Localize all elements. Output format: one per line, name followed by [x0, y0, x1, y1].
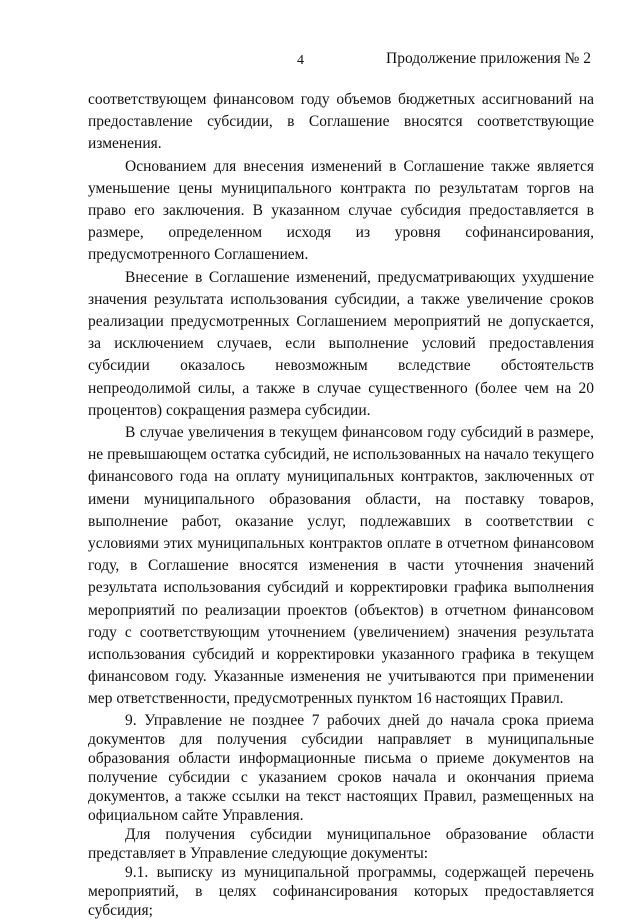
document-body [88, 89, 594, 920]
paragraph-contract-price: Основанием для внесения изменений в Соглашение также является уменьшение цены муниципального контракта по результатам торгов на право его заключения. В указанном случае субсидия предоставляется в размере, определенном исходя из уровня софинансирования, предусмотренного Соглашением. [88, 157, 594, 264]
paragraph-continuation: соответствующем финансовом году объемов бюджетных ассигнований на предоставление субсидии, в Соглашение вносятся соответствующие изменения. [88, 91, 594, 153]
paragraph-item-9-1: 9.1. выписку из муниципальной программы, содержащей перечень мероприятий, в целях софинансирования которых предоставляется субсидия; [88, 863, 594, 919]
appendix-header: Продолжение приложения № 2 [386, 50, 591, 67]
paragraph-documents-intro: Для получения субсидии муниципальное образование области представляет в Управление следующие документы: [88, 825, 594, 862]
paragraph-item-9: 9. Управление не позднее 7 рабочих дней до начала срока приема документов для получения субсидии направляет в муниципальные образования области информационные письма о приеме документов на получение субсидии с указанием сроков начала и окончания приема документов, а также ссылки на текст настоящих Правил, размещенных на официальном сайте Управления. [88, 711, 594, 824]
paragraph-subsidy-increase: В случае увеличения в текущем финансовом году субсидий в размере, не превышающем остатка субсидий, не использованных на начало текущего финансового года на оплату муниципальных контрактов, заключенных от имени муниципального образования области, на поставку товаров, выполнение работ, оказание услуг, подлежавших в соответствии с условиями этих муниципальных контрактов оплате в отчетном финансовом году, в Соглашение вносятся изменения в части уточнения значений результата использования субсидий и корректировки графика выполнения мероприятий по реализации проектов (объектов) в отчетном финансовом году с соответствующим уточнением (увеличением) значения результата использования субсидий и корректировки указанного графика в текущем финансовом году. Указанные изменения не учитываются при применении мер ответственности, предусмотренных пунктом 16 настоящих Правил. [88, 424, 594, 708]
page-number: 4 [297, 53, 304, 68]
paragraph-changes-restriction: Внесение в Соглашение изменений, предусматривающих ухудшение значения результата использования субсидии, а также увеличение сроков реализации предусмотренных Соглашением мероприятий не допускается, за исключением случаев, если выполнение условий предоставления субсидии оказалось невозможным вследствие обстоятельств непреодолимой силы, а также в случае существенного (более чем на 20 процентов) сокращения размера субсидии. [88, 268, 594, 419]
